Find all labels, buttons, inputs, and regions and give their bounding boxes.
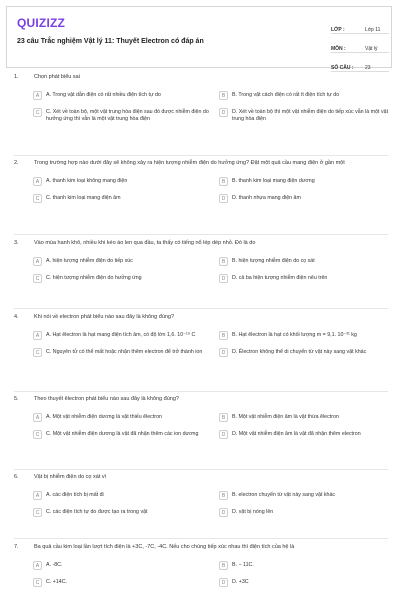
option-letter: A: [33, 413, 42, 422]
option-letter: D: [219, 578, 228, 587]
document-meta: [331, 18, 389, 75]
option-text: C. các điện tích tự do được tạo ra trong vật: [46, 509, 148, 515]
option-text: A. thanh kim loại không mang điện: [46, 178, 128, 184]
option-letter: D: [219, 508, 228, 517]
option-b[interactable]: [219, 413, 399, 422]
option-text: D. thanh nhựa mang điện âm: [232, 195, 301, 201]
question-number: 1.: [14, 74, 19, 80]
question-text: Ba quả cầu kim loại lần lượt tích điện là +3C, -7C, -4C. Nếu cho chúng tiếp xúc nhau thì điện tích của hệ là: [34, 544, 295, 550]
option-text: C. hiện tượng nhiễm điện do hưởng ứng: [46, 275, 142, 281]
option-c[interactable]: [33, 108, 213, 122]
option-text: B. electron chuyển từ vật này sang vật khác: [232, 492, 336, 498]
option-text: A. Hạt êlectron là hạt mang điện tích âm, có độ lớn 1,6. 10⁻¹⁹ C: [46, 332, 196, 338]
option-letter: B: [219, 491, 228, 500]
option-d[interactable]: [219, 348, 399, 357]
question-number: 7.: [14, 544, 19, 550]
option-a[interactable]: [33, 491, 213, 500]
option-text: D. Một vật nhiễm điện âm là vật đã nhận thêm electron: [232, 431, 361, 437]
option-text: D. vật bị nóng lên: [232, 509, 274, 515]
option-a[interactable]: [33, 413, 213, 422]
option-c[interactable]: [33, 348, 213, 357]
question-text: Trong trường hợp nào dưới đây sẽ không xảy ra hiện tượng nhiễm điện do hưởng ứng? Đặt một quả cầu mang điện ở gần một: [34, 160, 345, 166]
question-text: Vật bị nhiễm điện do cọ xát vì: [34, 474, 107, 480]
option-b[interactable]: [219, 257, 399, 266]
option-text: A. hiện tượng nhiễm điện do tiếp xúc: [46, 258, 133, 264]
quizizz-logo: QUIZIZZ: [17, 16, 66, 30]
question-divider: [14, 538, 388, 539]
question-divider: [14, 234, 388, 235]
question-number: 5.: [14, 396, 19, 402]
option-c[interactable]: [33, 274, 213, 283]
meta-row-class: [331, 18, 389, 34]
option-b[interactable]: [219, 491, 399, 500]
option-letter: A: [33, 561, 42, 570]
option-text: A. Trong vật dẫn điện có rất nhiều điện tích tự do: [46, 92, 161, 98]
option-c[interactable]: [33, 578, 213, 587]
option-letter: B: [219, 331, 228, 340]
option-letter: A: [33, 331, 42, 340]
option-d[interactable]: [219, 430, 399, 439]
question-divider: [14, 391, 388, 392]
option-text: A. các điện tích bị mất đi: [46, 492, 104, 498]
question-divider: [14, 155, 388, 156]
meta-key: MÔN :: [331, 46, 346, 52]
question-list: [0, 74, 400, 604]
option-d[interactable]: [219, 108, 399, 122]
option-text: D. +3C: [232, 579, 249, 585]
option-a[interactable]: [33, 331, 213, 340]
option-a[interactable]: [33, 177, 213, 186]
question-text: Vào mùa hanh khô, nhiều khi kéo áo len qua đầu, ta thấy có tiếng nổ lép dép nhỏ. Đó là do: [34, 240, 256, 246]
option-letter: C: [33, 430, 42, 439]
question-text: Chọn phát biểu sai: [34, 74, 80, 80]
document-header: [6, 6, 392, 71]
option-b[interactable]: [219, 177, 399, 186]
option-a[interactable]: [33, 257, 213, 266]
option-grid: [33, 491, 400, 517]
option-letter: B: [219, 177, 228, 186]
option-d[interactable]: [219, 194, 399, 203]
option-text: D. Êlectron không thể di chuyển từ vật này sang vật khác: [232, 349, 367, 355]
option-text: C. +14C.: [46, 579, 68, 585]
option-letter: B: [219, 257, 228, 266]
option-text: C. thanh kim loại mang điện âm: [46, 195, 121, 201]
option-text: C. Một vật nhiễm điện dương là vật đã nhận thêm các ion dương: [46, 431, 199, 437]
option-text: B. hiện tượng nhiễm điện do cọ xát: [232, 258, 315, 264]
option-grid: [33, 561, 400, 587]
option-grid: [33, 91, 400, 122]
question-item: [0, 314, 400, 396]
option-letter: C: [33, 274, 42, 283]
document-title: 23 câu Trắc nghiệm Vật lý 11: Thuyết Electron có đáp án: [17, 38, 204, 45]
question-number: 4.: [14, 314, 19, 320]
option-letter: D: [219, 108, 228, 117]
option-a[interactable]: [33, 91, 213, 100]
option-text: B. thanh kim loại mang điện dương: [232, 178, 315, 184]
question-number: 3.: [14, 240, 19, 246]
option-text: B. Một vật nhiễm điện âm là vật thừa êlectron: [232, 414, 339, 420]
question-item: [0, 240, 400, 314]
option-b[interactable]: [219, 331, 399, 340]
option-text: A. -8C.: [46, 562, 63, 568]
question-text: Khi nói về electron phát biểu nào sau đây là không đúng?: [34, 314, 175, 320]
question-number: 6.: [14, 474, 19, 480]
question-item: [0, 160, 400, 240]
option-text: A. Một vật nhiễm điện dương là vật thiếu êlectron: [46, 414, 162, 420]
option-text: B. − 11C.: [232, 562, 254, 568]
option-text: B. Trong vật cách điện có rất ít điện tích tự do: [232, 92, 340, 98]
question-divider: [14, 469, 388, 470]
meta-value: Vật lý: [365, 46, 378, 52]
meta-row-count: [331, 56, 389, 72]
option-grid: [33, 331, 400, 357]
meta-key: SỐ CÂU :: [331, 65, 354, 71]
option-letter: D: [219, 274, 228, 283]
option-text: B. Hạt êlectron là hạt có khối lượng m = 9,1. 10⁻³¹ kg: [232, 332, 357, 338]
option-text: D. Xét về toàn bộ thì một vật nhiễm điện do tiếp xúc vẫn là một vật trung hòa điện: [232, 109, 389, 122]
option-c[interactable]: [33, 430, 213, 439]
question-text: Theo thuyết êlectron phát biểu nào sau đây là không đúng?: [34, 396, 179, 402]
option-text: D. cả ba hiện tượng nhiễm điện nêu trên: [232, 275, 328, 281]
option-letter: B: [219, 91, 228, 100]
meta-row-subject: [331, 37, 389, 53]
option-letter: D: [219, 430, 228, 439]
option-grid: [33, 413, 400, 439]
option-letter: C: [33, 348, 42, 357]
option-letter: C: [33, 194, 42, 203]
option-text: C. Xét về toàn bộ, một vật trung hòa điện sau đó được nhiễm điện do hưởng ứng thì vẫn là một vật trung hòa điện: [46, 109, 209, 122]
option-d[interactable]: [219, 274, 399, 283]
option-grid: [33, 177, 400, 203]
question-item: [0, 396, 400, 474]
option-text: C. Nguyên tử có thể mất hoặc nhận thêm electron để trở thành ion: [46, 349, 203, 355]
meta-value: Lớp 11: [365, 27, 381, 33]
option-letter: A: [33, 91, 42, 100]
option-letter: D: [219, 194, 228, 203]
option-letter: A: [33, 491, 42, 500]
meta-key: LỚP :: [331, 27, 345, 33]
option-letter: C: [33, 578, 42, 587]
question-item: [0, 544, 400, 604]
option-d[interactable]: [219, 578, 399, 587]
option-c[interactable]: [33, 194, 213, 203]
option-letter: D: [219, 348, 228, 357]
meta-value: 23: [365, 65, 371, 71]
question-divider: [14, 308, 388, 309]
option-grid: [33, 257, 400, 283]
option-b[interactable]: [219, 91, 399, 100]
option-letter: B: [219, 413, 228, 422]
question-number: 2.: [14, 160, 19, 166]
option-letter: A: [33, 257, 42, 266]
option-c[interactable]: [33, 508, 213, 517]
option-a[interactable]: [33, 561, 213, 570]
option-letter: B: [219, 561, 228, 570]
option-letter: C: [33, 508, 42, 517]
question-item: [0, 474, 400, 544]
option-letter: C: [33, 108, 42, 117]
option-b[interactable]: [219, 561, 399, 570]
option-letter: A: [33, 177, 42, 186]
question-item: [0, 74, 400, 160]
option-d[interactable]: [219, 508, 399, 517]
